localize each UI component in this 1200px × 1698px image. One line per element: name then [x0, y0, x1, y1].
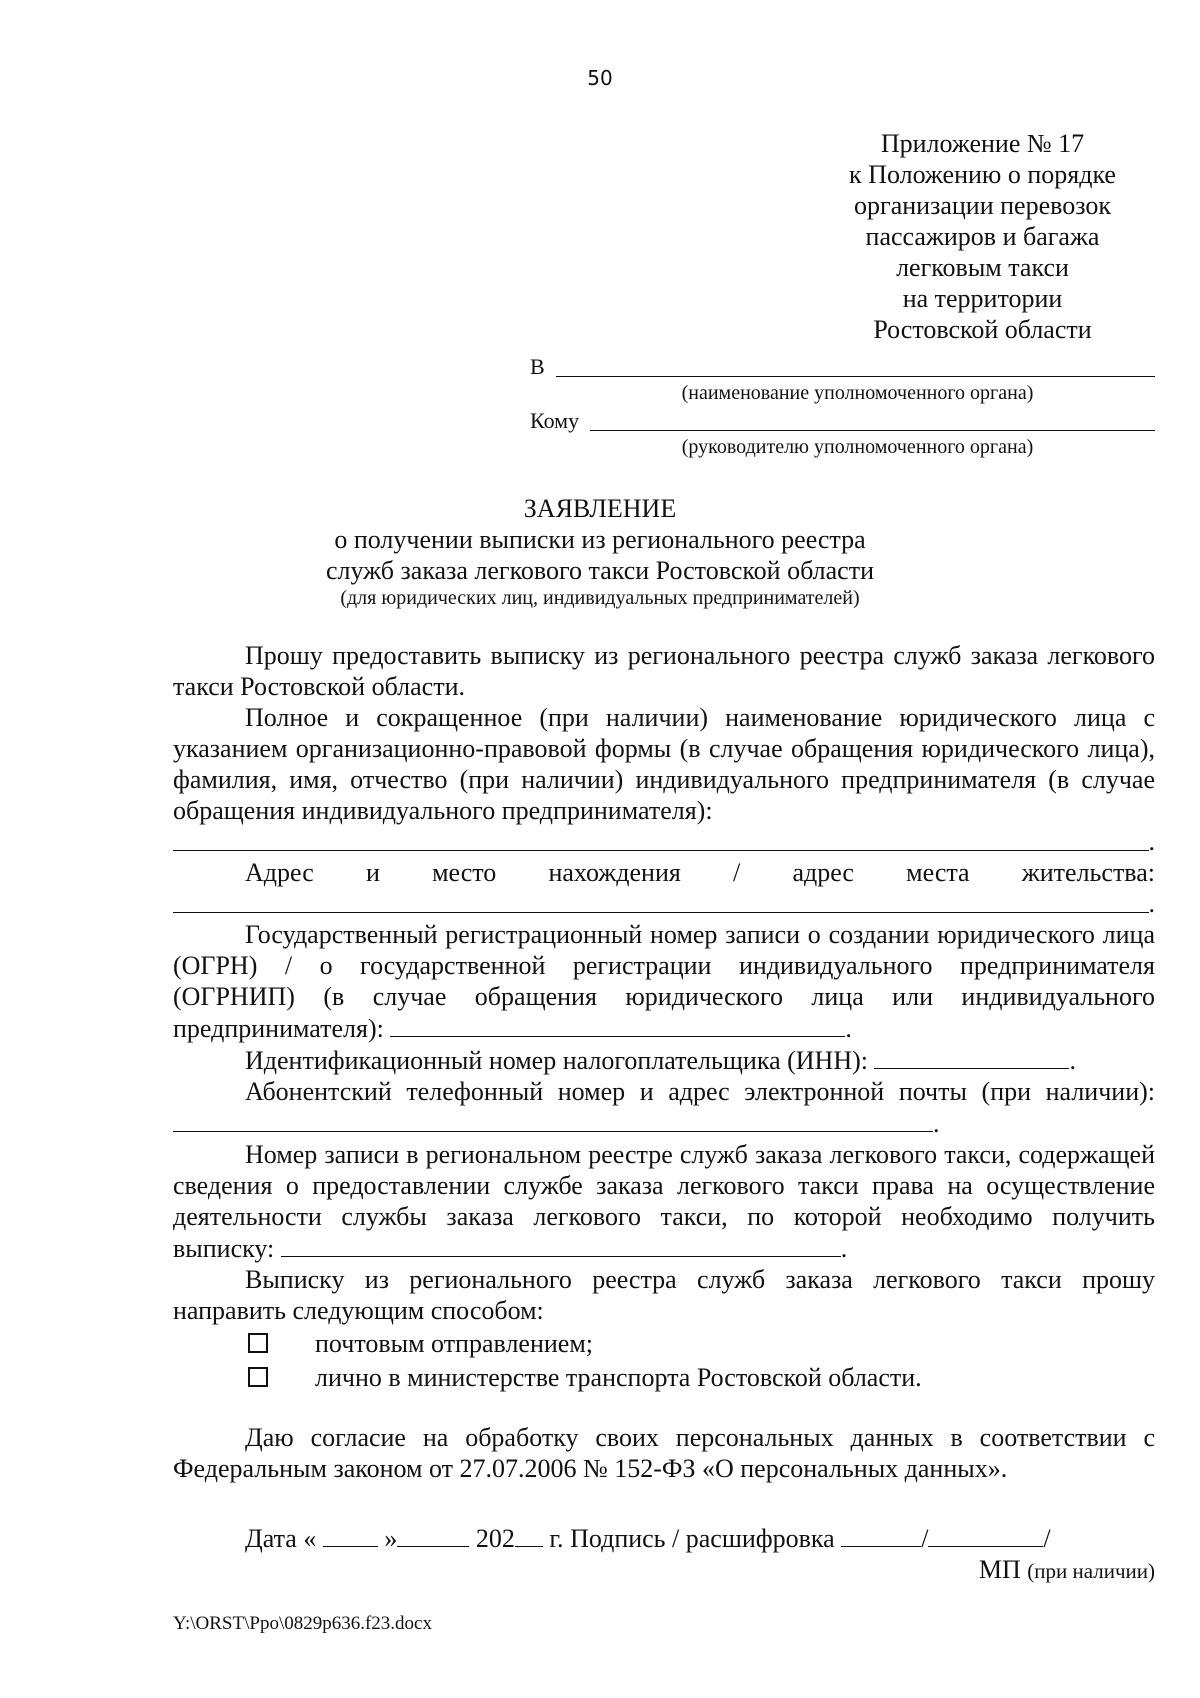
appendix-line: организации перевозок — [854, 191, 1111, 220]
paragraph-inn — [173, 1044, 1155, 1076]
paragraph-delivery-method: Выписку из регионального реестра служб заказа легкового такси прошу направить следующим способом: — [173, 1265, 1155, 1325]
phone-email-field[interactable] — [173, 1107, 933, 1132]
appendix-line: пассажиров и багажа — [865, 222, 1100, 251]
document-subtitle-note: (для юридических лиц, индивидуальных предпринимателей) — [340, 587, 860, 609]
appendix-line: Ростовской области — [873, 315, 1092, 344]
document-subtitle-line: о получении выписки из регионального реестра — [334, 525, 866, 554]
application-body — [173, 640, 1155, 1587]
checkbox-post[interactable] — [248, 1333, 268, 1353]
appendix-line: легковым такси — [896, 253, 1069, 282]
date-label: Дата « — [245, 1524, 317, 1553]
document-title: ЗАЯВЛЕНИЕ — [523, 494, 677, 523]
line-period: . — [933, 1109, 940, 1138]
addressee-whom-row — [530, 404, 1155, 434]
stamp-label: МП — [978, 1555, 1021, 1584]
paragraph-request: Прошу предоставить выписку из регионального реестра служб заказа легкового такси Ростовской области. — [173, 641, 1155, 701]
page-number: 50 — [587, 66, 613, 90]
signature-row — [173, 1522, 1155, 1554]
addressee-whom-caption: (руководителю уполномоченного органа) — [681, 436, 1034, 458]
line-period: . — [1069, 1046, 1076, 1075]
paragraph-consent: Даю согласие на обработку своих персональных данных в соответствии с Федеральным законом от 27.07.2006 № 152-ФЗ «О персональных данных». — [173, 1423, 1155, 1483]
ogrn-field[interactable] — [390, 1012, 845, 1037]
document-subtitle-line: служб заказа легкового такси Ростовской области — [325, 556, 874, 585]
date-day-field[interactable] — [323, 1522, 378, 1547]
address-fill-line[interactable] — [173, 888, 1155, 919]
paragraph-ogrn — [173, 919, 1155, 1044]
registry-number-field[interactable] — [281, 1232, 841, 1257]
inn-label: Идентификационный номер налогоплательщика (ИНН): — [245, 1046, 868, 1075]
stamp-note: (при наличии) — [1027, 1559, 1155, 1583]
file-path-footer: Y:\ORST\Ppo\0829p636.f23.docx — [173, 1613, 432, 1634]
appendix-header — [810, 128, 1155, 345]
appendix-line: к Положению о порядке — [849, 160, 1116, 189]
appendix-line: Приложение № 17 — [880, 129, 1085, 158]
year-suffix: г. — [549, 1524, 564, 1553]
option-in-person-label: лично в министерстве транспорта Ростовской области. — [315, 1362, 922, 1392]
line-period: . — [840, 1234, 848, 1263]
ogrn-label: Государственный регистрационный номер записи о создании юридического лица (ОГРН) / о государственной регистрации индивидуального предпринимателя (ОГРНИП) (в случае обращения юридического лица или индивидуального предпринимателя): — [173, 920, 1155, 1043]
signature-label: Подпись / расшифровка — [570, 1524, 835, 1553]
checkbox-in-person[interactable] — [248, 1367, 268, 1387]
line-period: . — [1148, 889, 1155, 918]
year-prefix: 202 — [475, 1524, 515, 1553]
paragraph-name: Полное и сокращенное (при наличии) наименование юридического лица с указанием организационно-правовой формы (в случае обращения юридического лица), фамилия, имя, отчество (при наличии) индивидуального предпринимателя (в случае обращения индивидуального предпринимателя): — [173, 703, 1155, 825]
addressee-to-field[interactable] — [556, 376, 1155, 377]
addressee-to-row — [530, 350, 1155, 380]
line-period: . — [845, 1014, 852, 1043]
signature-slash: / — [1043, 1524, 1051, 1553]
signature-field[interactable] — [841, 1522, 921, 1547]
year-field[interactable] — [515, 1522, 543, 1547]
paragraph-phone-email — [173, 1076, 1155, 1139]
signature-slash: / — [921, 1524, 929, 1553]
option-post-label: почтовым отправлением; — [315, 1328, 594, 1358]
inn-field[interactable] — [874, 1044, 1069, 1069]
option-post — [173, 1326, 1155, 1360]
addressee-to-label: В — [530, 354, 545, 379]
paragraph-registry-number — [173, 1139, 1155, 1264]
line-period: . — [1148, 827, 1155, 856]
addressee-whom-field[interactable] — [590, 430, 1155, 431]
registry-number-label: Номер записи в региональном реестре служб заказа легкового такси, содержащей сведения о предоставлении службе заказа легкового такси права на осуществление деятельности службы заказа легкового такси, по которой необходимо получить выписку: — [173, 1140, 1155, 1263]
date-month-field[interactable] — [397, 1522, 469, 1547]
paragraph-address: Адрес и место нахождения / адрес места жительства: — [245, 858, 1155, 887]
date-quote-close: » — [384, 1524, 398, 1553]
appendix-line: на территории — [902, 284, 1063, 313]
addressee-whom-label: Кому — [530, 408, 580, 433]
name-fill-line[interactable] — [173, 826, 1155, 857]
signature-transcript-field[interactable] — [928, 1522, 1043, 1547]
phone-email-label: Абонентский телефонный номер и адрес электронной почты (при наличии): — [245, 1077, 1155, 1106]
stamp-place — [173, 1554, 1155, 1587]
option-in-person — [173, 1360, 1155, 1394]
addressee-to-caption: (наименование уполномоченного органа) — [681, 382, 1034, 404]
